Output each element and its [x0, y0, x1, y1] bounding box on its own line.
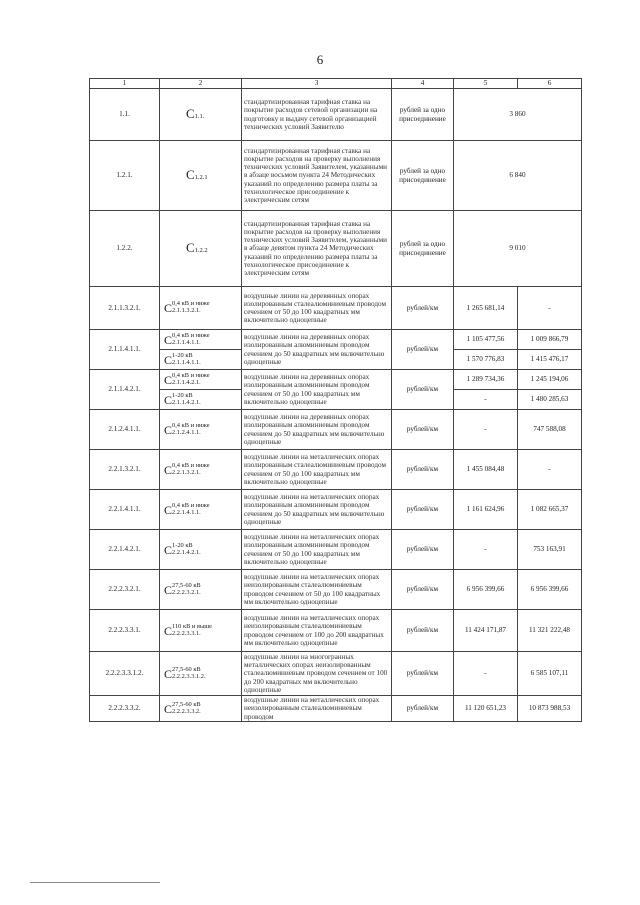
value-col6: 6 585 107,11	[518, 652, 582, 696]
row-unit: рублей/км	[392, 570, 454, 610]
merged-value: 6 840	[454, 141, 582, 211]
row-description: воздушные линии на деревянных опорах изолированным алюминиевым проводом сечением до 50 квадратных мм включительно одноцепные	[242, 330, 392, 370]
row-code: 2.1.1.4.1.1.	[90, 330, 160, 370]
symbol-cell	[160, 490, 242, 530]
symbol-code: 2.1.1.4.2.1.	[172, 398, 201, 406]
value-col6: 753 163,91	[518, 530, 582, 570]
symbol-indices	[172, 333, 210, 346]
row-description: воздушные линии на деревянных опорах изолированным алюминиевым проводом сечением от 50 до 100 квадратных мм включительно одноцепные	[242, 370, 392, 410]
row-unit: рублей за одно присоединение	[392, 141, 454, 211]
tariff-symbol	[164, 667, 206, 680]
symbol-voltage: 27,5-60 кВ	[172, 581, 201, 589]
tariff-table	[89, 78, 582, 722]
symbol-letter: C	[164, 332, 173, 347]
footer-rule	[30, 882, 160, 883]
symbol-indices	[172, 353, 201, 366]
symbol-code: 2.2.2.3.3.1.2.	[172, 672, 206, 680]
row-code: 1.2.1.	[90, 141, 160, 211]
table-row	[90, 211, 582, 287]
tariff-symbol	[164, 393, 201, 406]
value-col6: -	[518, 287, 582, 330]
row-code: 2.2.2.3.3.2.	[90, 696, 160, 722]
symbol-indices	[172, 667, 206, 680]
value-col5: 11 424 171,87	[454, 610, 518, 652]
value-col6: 11 321 222,48	[518, 610, 582, 652]
table-row	[90, 652, 582, 696]
symbol-cell	[160, 696, 242, 722]
tariff-symbol	[186, 105, 205, 121]
row-unit: рублей/км	[392, 610, 454, 652]
symbol-indices	[172, 624, 212, 637]
tariff-symbol	[164, 463, 210, 476]
page-number: 6	[316, 52, 324, 67]
row-code: 2.2.2.3.2.1.	[90, 570, 160, 610]
symbol-code: 2.1.1.4.1.1.	[172, 338, 201, 346]
symbol-cell	[160, 330, 242, 350]
row-unit: рублей за одно присоединение	[392, 89, 454, 141]
row-description: стандартизированная тарифная ставка на покрытие расходов на проверку выполнения технических условий Заявителем, указанными в абзаце восьмом пункта 24 Методических указаний по определению размера платы за технологическое присоединение к электрическим сетям	[242, 141, 392, 211]
value-col5: -	[454, 390, 518, 410]
tariff-symbol	[164, 503, 210, 516]
symbol-letter: C	[186, 239, 195, 255]
column-number: 1	[90, 79, 160, 89]
symbol-voltage: 110 кВ и выше	[172, 622, 213, 630]
merged-value: 9 010	[454, 211, 582, 287]
column-number: 3	[242, 79, 392, 89]
symbol-voltage: 0,4 кВ и ниже	[172, 421, 210, 429]
tariff-symbol	[164, 301, 210, 314]
value-col5: 1 161 624,96	[454, 490, 518, 530]
symbol-cell	[160, 370, 242, 390]
symbol-code: 2.2.2.3.3.1.	[172, 629, 201, 637]
row-description: воздушные линии на многогранных металлических опорах неизолированным сталеалюминиевым проводом сечением от 100 до 200 квадратных мм включительно одноцепные	[242, 652, 392, 696]
symbol-cell	[160, 410, 242, 450]
row-description: воздушные линии на деревянных опорах изолированным алюминиевым проводом сечением до 50 квадратных мм включительно одноцепные	[242, 410, 392, 450]
symbol-letter: C	[164, 666, 173, 681]
row-description: воздушные линии на металлических опорах изолированным алюминиевым проводом сечением от 50 до 100 квадратных мм включительно одноцепные	[242, 530, 392, 570]
row-unit: рублей/км	[392, 410, 454, 450]
tariff-symbol	[164, 353, 201, 366]
row-unit: рублей/км	[392, 450, 454, 490]
table-row	[90, 696, 582, 722]
symbol-cell	[160, 390, 242, 410]
tariff-symbol	[164, 624, 212, 637]
column-number: 4	[392, 79, 454, 89]
symbol-letter: C	[164, 372, 173, 387]
value-col5: -	[454, 530, 518, 570]
row-description: воздушные линии на металлических опорах изолированным сталеалюминиевым проводом сечением от 50 до 100 квадратных мм включительно одноцепные	[242, 450, 392, 490]
symbol-code: 2.1.1.3.2.1.	[172, 307, 201, 314]
symbol-cell	[160, 287, 242, 330]
row-code: 1.2.2.	[90, 211, 160, 287]
value-col5: 1 289 734,36	[454, 370, 518, 390]
row-code: 2.1.2.4.1.1.	[90, 410, 160, 450]
row-code: 2.2.1.4.1.1.	[90, 490, 160, 530]
symbol-letter: C	[164, 701, 173, 716]
symbol-letter: C	[164, 582, 173, 597]
symbol-voltage: 0,4 кВ и ниже	[172, 331, 210, 339]
symbol-voltage: 0,4 кВ и ниже	[172, 371, 210, 379]
row-description: стандартизированная тарифная ставка на покрытие расходов сетевой организации на подготовку и выдачу сетевой организацией технических условий Заявителю	[242, 89, 392, 141]
table-row	[90, 610, 582, 652]
symbol-code: 2.2.1.3.2.1.	[172, 468, 201, 476]
value-col5: 1 455 084,48	[454, 450, 518, 490]
value-col6: -	[518, 450, 582, 490]
symbol-indices	[172, 393, 201, 406]
symbol-letter: C	[186, 166, 195, 182]
symbol-indices	[172, 301, 210, 314]
table-row	[90, 141, 582, 211]
symbol-indices	[172, 373, 210, 386]
tariff-symbol	[164, 333, 210, 346]
value-col6: 6 956 399,66	[518, 570, 582, 610]
symbol-letter: C	[164, 392, 173, 407]
value-col6: 1 480 285,63	[518, 390, 582, 410]
tariff-symbol	[164, 702, 201, 715]
tariff-table-body	[90, 79, 582, 722]
symbol-letter: C	[164, 623, 173, 638]
symbol-indices	[172, 463, 210, 476]
symbol-cell	[160, 450, 242, 490]
value-col6: 1 415 476,17	[518, 350, 582, 370]
row-unit: рублей/км	[392, 530, 454, 570]
symbol-cell	[160, 211, 242, 287]
symbol-code: 1.1.	[194, 112, 205, 120]
value-col5: 1 105 477,56	[454, 330, 518, 350]
row-unit: рублей/км	[392, 696, 454, 722]
symbol-voltage: 27,5-60 кВ	[172, 700, 201, 708]
tariff-symbol	[164, 373, 210, 386]
column-number: 6	[518, 79, 582, 89]
symbol-letter: C	[164, 462, 173, 477]
tariff-symbol	[186, 166, 208, 182]
symbol-letter: C	[164, 352, 173, 367]
row-unit: рублей/км	[392, 652, 454, 696]
row-unit: рублей за одно присоединение	[392, 211, 454, 287]
symbol-indices	[172, 702, 201, 715]
symbol-indices	[172, 423, 210, 436]
symbol-cell	[160, 530, 242, 570]
symbol-cell	[160, 89, 242, 141]
row-code: 2.2.2.3.3.1.2.	[90, 652, 160, 696]
row-description: воздушные линии на металлических опорах неизолированным сталеалюминиевым проводом	[242, 696, 392, 722]
symbol-code: 2.1.2.4.1.1.	[172, 428, 201, 436]
row-code: 2.1.1.4.2.1.	[90, 370, 160, 410]
symbol-letter: C	[186, 105, 195, 121]
symbol-code: 2.2.2.3.2.1.	[172, 588, 201, 596]
tariff-symbol	[164, 583, 201, 596]
column-number: 2	[160, 79, 242, 89]
symbol-code: 2.2.2.3.3.2.	[172, 707, 201, 715]
row-code: 2.1.1.3.2.1.	[90, 287, 160, 330]
table-row	[90, 570, 582, 610]
value-col6: 1 245 194,06	[518, 370, 582, 390]
symbol-cell	[160, 350, 242, 370]
table-row	[90, 89, 582, 141]
symbol-code: 2.1.1.4.1.1.	[172, 358, 201, 366]
symbol-letter: C	[164, 422, 173, 437]
table-row	[90, 287, 582, 330]
symbol-voltage: 0,4 кВ и ниже	[172, 461, 210, 469]
symbol-indices	[172, 543, 201, 556]
value-col6: 10 873 988,53	[518, 696, 582, 722]
value-col5: -	[454, 410, 518, 450]
table-row	[90, 370, 582, 390]
value-col5: 6 956 399,66	[454, 570, 518, 610]
symbol-voltage: 1-20 кВ	[172, 541, 193, 549]
tariff-symbol	[164, 543, 201, 556]
symbol-code: 1.2.2	[194, 246, 208, 254]
value-col5: 1 570 776,83	[454, 350, 518, 370]
column-number: 5	[454, 79, 518, 89]
symbol-voltage: 1-20 кВ	[172, 391, 193, 399]
row-unit: рублей/км	[392, 370, 454, 410]
row-code: 2.2.1.4.2.1.	[90, 530, 160, 570]
value-col6: 1 082 665,37	[518, 490, 582, 530]
symbol-code: 2.1.1.4.2.1.	[172, 378, 201, 386]
row-description: стандартизированная тарифная ставка на покрытие расходов на проверку выполнения технических условий Заявителем, указанными в абзаце девятом пункта 24 Методических указаний по определению размера платы за технологическое присоединение к электрическим сетям	[242, 211, 392, 287]
symbol-cell	[160, 570, 242, 610]
table-row	[90, 450, 582, 490]
column-number-row	[90, 79, 582, 89]
table-row	[90, 410, 582, 450]
symbol-letter: C	[164, 502, 173, 517]
table-row	[90, 530, 582, 570]
value-col5: 1 265 681,14	[454, 287, 518, 330]
symbol-code: 1.2.1	[194, 173, 208, 181]
symbol-code: 2.2.1.4.2.1.	[172, 548, 201, 556]
symbol-voltage: 0,4 кВ и ниже	[172, 300, 210, 308]
symbol-voltage: 0,4 кВ и ниже	[172, 501, 210, 509]
symbol-cell	[160, 141, 242, 211]
row-description: воздушные линии на металлических опорах неизолированным сталеалюминиевым проводом сечением от 100 до 200 квадратных мм включительно одноцепные	[242, 610, 392, 652]
row-code: 2.2.1.3.2.1.	[90, 450, 160, 490]
symbol-code: 2.2.1.4.1.1.	[172, 508, 201, 516]
row-code: 1.1.	[90, 89, 160, 141]
table-row	[90, 490, 582, 530]
row-description: воздушные линии на металлических опорах неизолированным сталеалюминиевым проводом сечением от 50 до 100 квадратных мм включительно одноцепные	[242, 570, 392, 610]
value-col5: -	[454, 652, 518, 696]
symbol-indices	[172, 583, 201, 596]
value-col6: 1 009 866,79	[518, 330, 582, 350]
tariff-symbol	[164, 423, 210, 436]
symbol-indices	[172, 503, 210, 516]
symbol-voltage: 1-20 кВ	[172, 351, 193, 359]
symbol-letter: C	[164, 301, 173, 315]
symbol-cell	[160, 610, 242, 652]
row-unit: рублей/км	[392, 490, 454, 530]
symbol-voltage: 27,5-60 кВ	[172, 665, 201, 673]
symbol-cell	[160, 652, 242, 696]
tariff-symbol	[186, 239, 208, 255]
row-unit: рублей/км	[392, 287, 454, 330]
value-col5: 11 120 651,23	[454, 696, 518, 722]
row-unit: рублей/км	[392, 330, 454, 370]
row-description: воздушные линии на деревянных опорах изолированным сталеалюминиевым проводом сечением от 50 до 100 квадратных мм включительно одноцепные	[242, 287, 392, 330]
row-description: воздушные линии на металлических опорах изолированным алюминиевым проводом сечением до 50 квадратных мм включительно одноцепные	[242, 490, 392, 530]
table-row	[90, 330, 582, 350]
row-code: 2.2.2.3.3.1.	[90, 610, 160, 652]
value-col6: 747 588,08	[518, 410, 582, 450]
merged-value: 3 860	[454, 89, 582, 141]
symbol-letter: C	[164, 542, 173, 557]
